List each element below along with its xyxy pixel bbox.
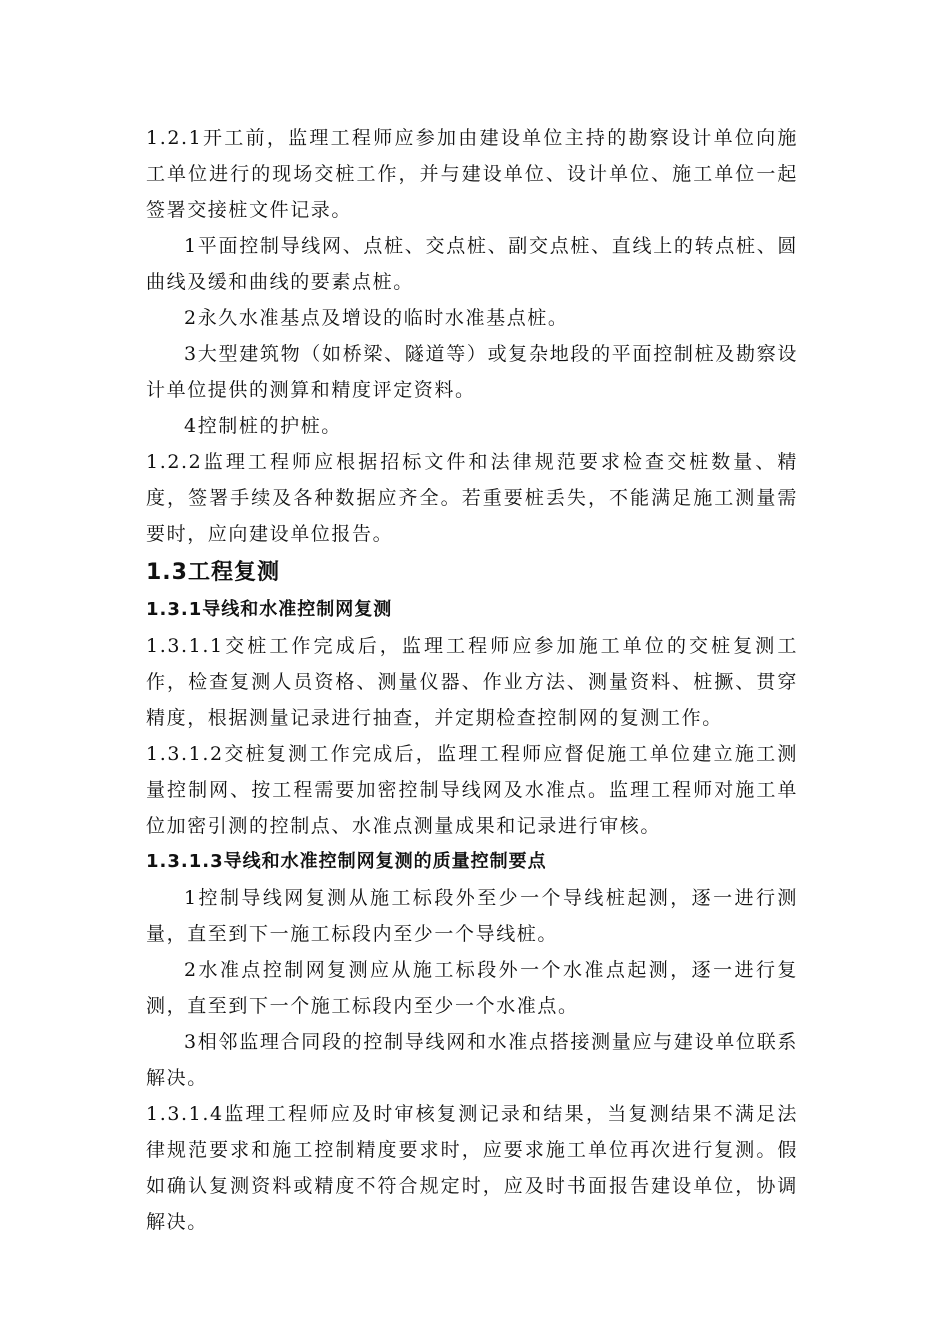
paragraph-1-3-1-2: 1.3.1.2交桩复测工作完成后，监理工程师应督促施工单位建立施工测量控制网、按工程需要加密控制导线网及水准点。监理工程师对施工单位加密引测的控制点、水准点测量成果和记录进行审核。	[146, 743, 798, 837]
list-item: 4控制桩的护桩。	[184, 415, 342, 437]
paragraph-1-3-1-1: 1.3.1.1交桩工作完成后，监理工程师应参加施工单位的交桩复测工作，检查复测人员资格、测量仪器、作业方法、测量资料、桩撅、贯穿精度，根据测量记录进行抽查，并定期检查控制网的复测工作。	[146, 635, 798, 729]
paragraph-1-2-2: 1.2.2监理工程师应根据招标文件和法律规范要求检查交桩数量、精度，签署手续及各种数据应齐全。若重要桩丢失，不能满足施工测量需要时，应向建设单位报告。	[146, 451, 798, 545]
list-item: 1平面控制导线网、点桩、交点桩、副交点桩、直线上的转点桩、圆曲线及缓和曲线的要素点桩。	[146, 235, 798, 293]
section-heading-1-3: 1.3工程复测	[146, 560, 280, 585]
list-item: 3相邻监理合同段的控制导线网和水准点搭接测量应与建设单位联系解决。	[146, 1031, 798, 1089]
paragraph-1-2-1: 1.2.1开工前，监理工程师应参加由建设单位主持的勘察设计单位向施工单位进行的现场交桩工作，并与建设单位、设计单位、施工单位一起签署交接桩文件记录。	[146, 127, 798, 221]
paragraph-1-3-1-4: 1.3.1.4监理工程师应及时审核复测记录和结果，当复测结果不满足法律规范要求和施工控制精度要求时，应要求施工单位再次进行复测。假如确认复测资料或精度不符合规定时，应及时书面报告建设单位，协调解决。	[146, 1103, 798, 1233]
list-item: 2水准点控制网复测应从施工标段外一个水准点起测，逐一进行复测，直至到下一个施工标段内至少一个水准点。	[146, 959, 798, 1017]
document-body	[146, 120, 798, 1240]
subsection-heading-1-3-1: 1.3.1导线和水准控制网复测	[146, 599, 393, 620]
list-item: 3大型建筑物（如桥梁、隧道等）或复杂地段的平面控制桩及勘察设计单位提供的测算和精度评定资料。	[146, 343, 798, 401]
subsection-heading-1-3-1-3: 1.3.1.3导线和水准控制网复测的质量控制要点	[146, 851, 547, 872]
list-item: 2永久水准基点及增设的临时水准基点桩。	[184, 307, 569, 329]
list-item: 1控制导线网复测从施工标段外至少一个导线桩起测，逐一进行测量，直至到下一施工标段内至少一个导线桩。	[146, 887, 798, 945]
